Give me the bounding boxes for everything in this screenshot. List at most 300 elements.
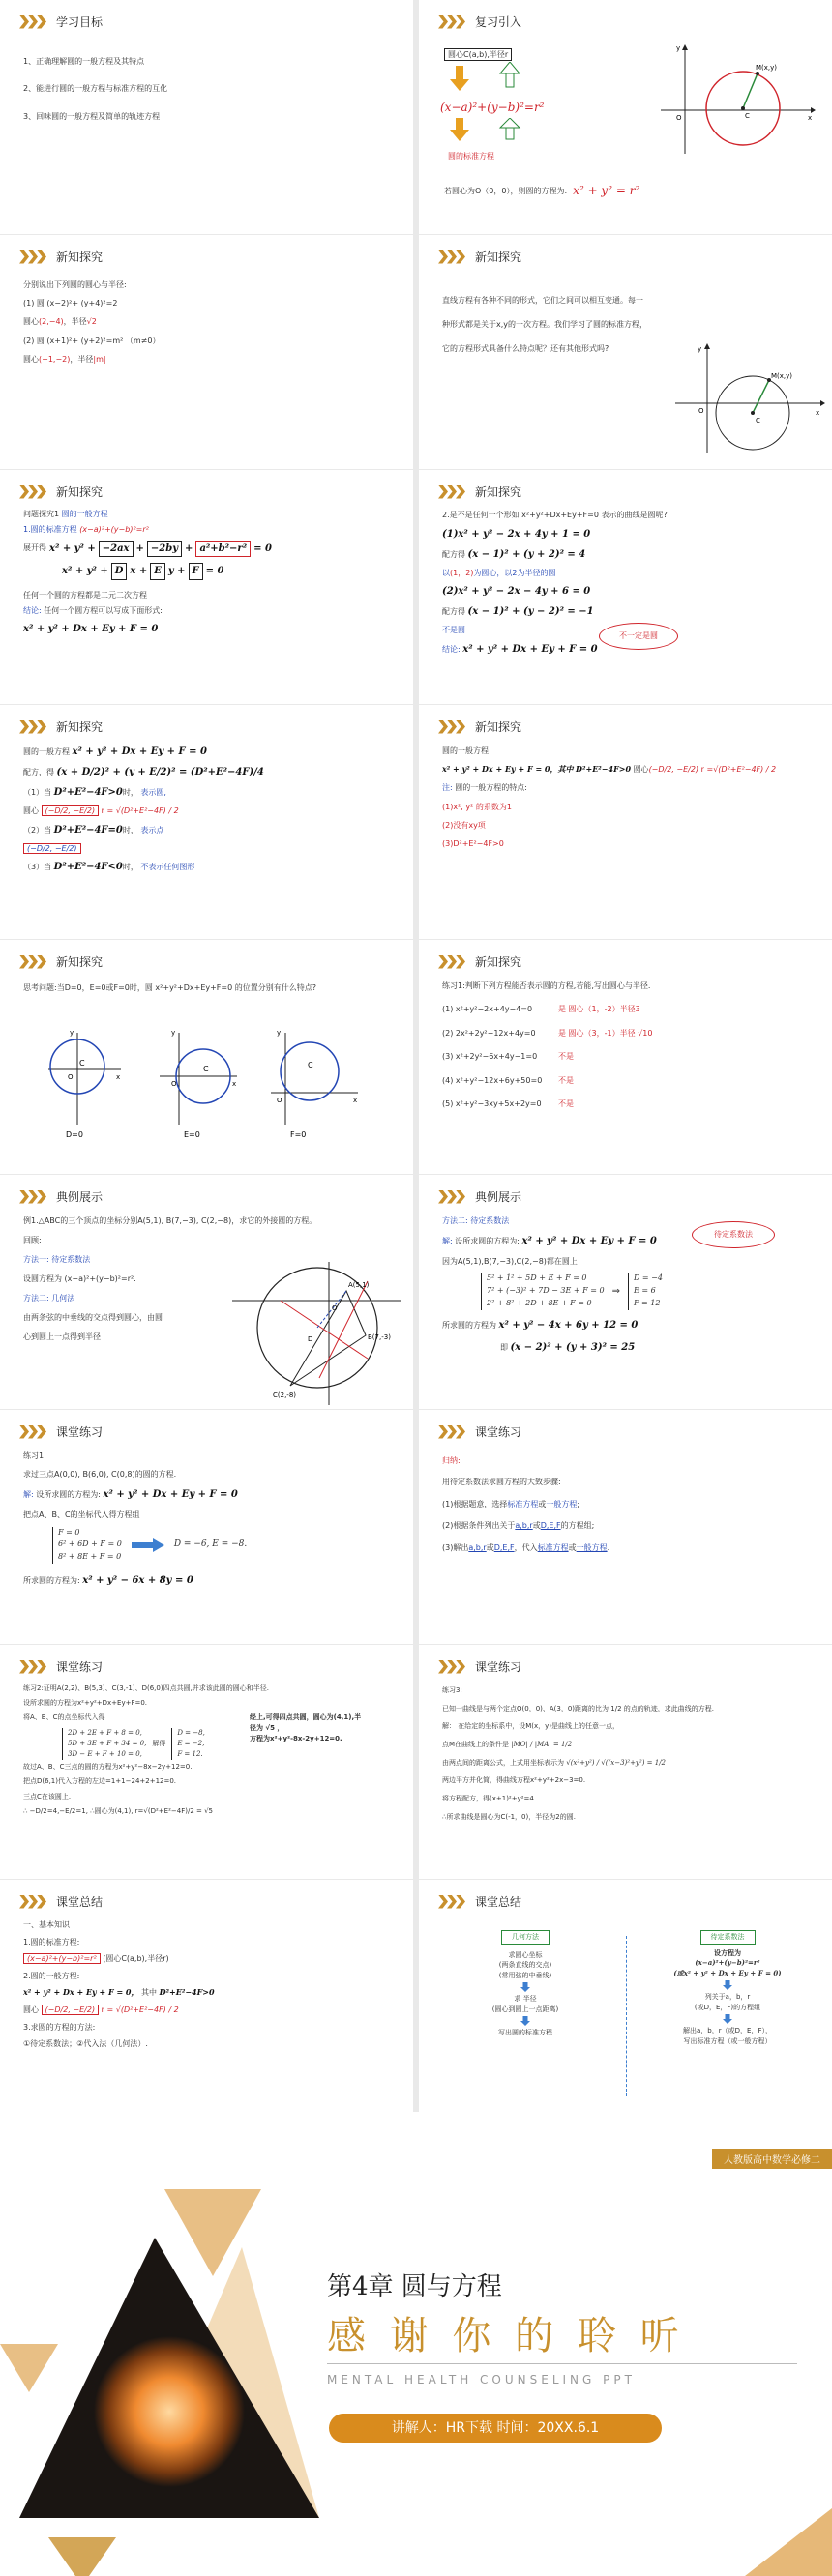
text: 结论: (23, 606, 42, 616)
condition-label: E=0 (184, 1130, 200, 1139)
text-line: 回顾: (23, 1236, 42, 1244)
standard-equation: (x−a)²+(y−b)²=r² (23, 1953, 101, 1964)
slide-title: 课堂练习 (475, 1425, 522, 1439)
exercise-equation: (1) x²+y²−2x+4y−4=0 (442, 1005, 533, 1014)
exercise-equation: (3) x²+2y²−6x+4y−1=0 (442, 1052, 538, 1062)
text: 或 (532, 1521, 541, 1531)
text: 任何一个圆方程可以写成下面形式: (41, 606, 163, 616)
text-line: ∴所求曲线是圆心为C(-1，0)，半径为2的圆. (442, 1812, 576, 1821)
answer: (2,−4) (39, 317, 64, 327)
text: 配方得 (442, 549, 465, 559)
text: 设所求圆的方程为: (33, 1490, 101, 1500)
step-text: 解出a，b，r（或D，E，F）， (683, 2027, 772, 2034)
feature-item: (1)x², y² 的系数为1 (442, 802, 512, 811)
point-d-label: D (308, 1335, 313, 1343)
answer: (1，2) (450, 568, 474, 577)
slide-learning-goals (0, 0, 413, 234)
step-text: (x−a)²+(y−b)²=r² (695, 1958, 760, 1967)
chevrons-icon (438, 1190, 465, 1204)
question: 2.是不是任何一个形如 x²+y²+Dx+Ey+F=0 表示的曲线是圆呢? (442, 511, 668, 519)
center-label: C (79, 1059, 85, 1068)
method-label: 方法二: (442, 1216, 468, 1225)
condition: D²+E²−4F>0 (159, 1987, 215, 1998)
chevrons-icon (438, 15, 465, 29)
slide-title: 新知探究 (475, 955, 522, 969)
side-line: 方程为x²+y²-8x-2y+12=0. (250, 1735, 342, 1743)
undetermined-coefficients-cloud: 待定系数法 (692, 1221, 775, 1248)
text-line: 把点D(6,1)代入方程的左边=1+1−24+2+12=0. (23, 1777, 177, 1786)
exercise-row (442, 1051, 818, 1063)
point-label: M(x,y) (756, 64, 778, 72)
text-line: 用待定系数法求圆方程的大致步骤: (442, 1478, 561, 1487)
system-line: 5D + 3E + F + 34 = 0, (68, 1739, 147, 1747)
down-arrow-icon (520, 1982, 530, 1992)
text-line: 练习3: (442, 1686, 462, 1694)
text-line: 3.求圆的方程的方法: (23, 2022, 96, 2032)
chevrons-icon (19, 955, 46, 969)
method-label: 方法一: (23, 1255, 49, 1264)
slide-special-positions (0, 940, 413, 1174)
side-line: 径为 √5 ， (250, 1724, 284, 1733)
condition: D²+E²−4F>0 (576, 764, 632, 775)
decorative-triangles (0, 2170, 329, 2576)
text: 的方程组; (560, 1521, 595, 1531)
text-line: 三点C在该圆上. (23, 1792, 72, 1800)
keyword: 一般方程 (576, 1542, 608, 1552)
answer: (−1,−2) (39, 354, 71, 364)
keyword: D,E,F (540, 1521, 561, 1531)
text-line: 因为A(5,1),B(7,−3),C(2,−8)都在圆上 (442, 1257, 578, 1267)
feature-item: (3)D²+E²−4F>0 (442, 838, 504, 848)
equation-term: a²+b²−r² (195, 541, 251, 558)
center: (−D/2, −E/2) (42, 2005, 100, 2015)
origin-equation: x² + y² = r² (573, 184, 640, 197)
text: r = (101, 2005, 114, 2014)
general-equation: x² + y² + Dx + Ey + F = 0 (23, 623, 159, 634)
text: 圆的一般方程的特点: (452, 783, 527, 793)
equation: x² + y² − 4x + 6y + 12 = 0 (498, 1319, 639, 1331)
chevrons-icon (438, 250, 465, 264)
text: 圆心 (633, 765, 649, 775)
step-text: (圆心到圆上一点距离) (491, 2005, 559, 2013)
text-line: 它的方程形式具备什么特点呢？还有其他形式吗? (442, 343, 609, 353)
step-text: 设方程为 (714, 1948, 741, 1957)
slide-title: 课堂练习 (56, 1425, 104, 1439)
text-line: 由两条弦的中垂线的交点得到圆心，由圆 (23, 1313, 163, 1322)
equation: x² + y² + Dx + Ey + F = 0 (103, 1489, 238, 1501)
chevrons-icon (19, 1190, 46, 1204)
question: 练习2:证明A(2,2)、B(5,3)、C(3,-1)、D(6,0)四点共圆,并求该此圆的圆心和半径. (23, 1684, 270, 1692)
keyword: a,b,r (515, 1521, 533, 1531)
text: （2）当 (23, 825, 54, 834)
text-line: 直线方程有各种不同的形式，它们之间可以相互变通。每一 (442, 296, 643, 305)
feature-item: (2)没有xy项 (442, 820, 486, 830)
slide-general-equation-derivation (0, 470, 413, 704)
text-line: 一、基本知识 (23, 1920, 70, 1929)
graph-e-zero (160, 1029, 237, 1139)
center: (−D/2, −E/2) (648, 765, 699, 775)
exercise-equation: (5) x²+y²−3xy+5x+2y=0 (442, 1098, 542, 1108)
point: (−D/2, −E/2) (23, 843, 81, 854)
point-a-label: A(5,1) (348, 1281, 370, 1289)
text: （1）当 (23, 788, 54, 797)
axis-y-label: y (676, 44, 681, 52)
text: 所求圆的方程为: (23, 1575, 80, 1585)
slide-title: 学习目标 (56, 15, 104, 29)
text: ，半径 (63, 317, 87, 327)
question: 练习1:判断下列方程能否表示圆的方程,若能,写出圆心与半径. (442, 981, 651, 990)
equation: (x − 2)² + (y + 3)² = 25 (510, 1341, 636, 1353)
slide-explore-1 (0, 235, 413, 469)
text-line: 故过A、B、C三点的圆的方程为x²+y²−8x−2y+12=0. (23, 1763, 193, 1771)
chevrons-icon (19, 485, 46, 499)
conversion-arrows (444, 62, 531, 101)
text-line: 心到圆上一点得到半径 (23, 1332, 101, 1341)
system-line: 2² + 8² + 2D + 8E + F = 0 (487, 1298, 592, 1307)
equation-part: = 0 (205, 566, 224, 577)
three-circle-graphs (48, 1023, 368, 1139)
point-b-label: B(7,-3) (368, 1333, 391, 1341)
system-line: F = 0 (58, 1527, 80, 1537)
slide-exercise-1 (419, 940, 832, 1174)
text: 1.圆的标准方程 (23, 525, 80, 535)
exercise-answer: 是 圆心（1，-2）半径3 (558, 1005, 640, 1014)
text-line: ①待定系数法；②代入法（几何法）. (23, 2039, 148, 2049)
condition: D²+E²−4F<0 (53, 862, 123, 873)
slide-practice-3 (419, 1645, 832, 1879)
course-tag: 人教版高中数学必修二 (712, 2149, 832, 2169)
exercise-answer: 不是 (558, 1052, 574, 1062)
slide-explore-2 (419, 235, 832, 469)
chevrons-icon (19, 250, 46, 264)
step-text: 求 半径 (514, 1995, 537, 2003)
step-text: 写出圆的标准方程 (498, 2029, 552, 2036)
text-line: 解： 在给定的坐标系中，设M(x，y)是曲线上的任意一点， (442, 1722, 620, 1731)
equation-part: y + (167, 566, 186, 577)
exercise-answer: 不是 (558, 1098, 574, 1108)
slide-header (19, 14, 103, 30)
slide-title: 课堂总结 (56, 1895, 104, 1909)
slide-title: 课堂总结 (475, 1895, 522, 1909)
axis-x-label: x (808, 114, 813, 122)
text: 其中 (141, 1988, 158, 1998)
text-line: 将A、B、C的点坐标代入得 (23, 1713, 105, 1722)
equation-system (52, 1527, 400, 1564)
text-line: 1.圆的标准方程: (23, 1937, 80, 1947)
equation-system (481, 1273, 818, 1309)
down-arrow-icon (723, 2014, 732, 2024)
equation: |MO| / |MA| = 1/2 (511, 1741, 573, 1749)
method-header: 待定系数法 (700, 1930, 756, 1945)
goal-item: 1、正确理解圆的一般方程及其特点 (23, 57, 145, 66)
text: （3）当 (23, 863, 54, 872)
exercise-row (442, 1098, 818, 1110)
text-line: 圆的一般方程 (442, 746, 489, 755)
slide-title: 新知探究 (475, 720, 522, 734)
center-radius-box: 圆心C(a,b),半径r (444, 48, 512, 61)
axis-y-label: y (70, 1029, 74, 1037)
text: ，半径 (70, 354, 94, 364)
axis-y-label: y (171, 1029, 176, 1037)
step-text: 列关于a，b，r (704, 1993, 751, 2001)
text: 所求圆的方程为 (442, 1320, 496, 1330)
text: 或 (538, 1499, 547, 1508)
glowing-sphere-image (94, 2336, 245, 2487)
result-line: E = 6 (633, 1286, 656, 1296)
answer: 表示圆, (140, 788, 166, 797)
chevrons-icon (19, 15, 46, 29)
answer: 不是圆 (442, 626, 465, 635)
text-line: 种形式都是关于x,y的一次方程。我们学习了圆的标准方程， (442, 319, 648, 329)
result-line: D = −8, (177, 1728, 205, 1737)
method-name: 待定系数法 (467, 1216, 510, 1225)
equation: x² + y² − 6x + 8y = 0 (82, 1574, 193, 1586)
origin-label: O (171, 1080, 177, 1088)
equation-part: x² + y² + (49, 542, 96, 554)
method-name: 几何法 (48, 1294, 75, 1303)
chevrons-icon (19, 720, 46, 734)
equation-term: −2ax (99, 541, 134, 558)
text: 圆心 (23, 2005, 39, 2014)
text-line: 设所求圆的方程为x²+y²+Dx+Ey+F=0. (23, 1699, 148, 1708)
origin-label: O (68, 1073, 74, 1081)
method-header: 几何方法 (501, 1930, 550, 1945)
equation-term: E (150, 563, 165, 580)
center-label: C (203, 1065, 209, 1073)
conversion-arrows-2 (444, 118, 531, 151)
slide-general-equation-features (419, 705, 832, 939)
slide-title: 课堂练习 (56, 1660, 104, 1674)
equation: x² + y² + Dx + Ey + F = 0，其中 (442, 764, 574, 775)
center-label: C (745, 112, 750, 120)
result-line: E = −2, (177, 1739, 205, 1747)
text: 或 (568, 1542, 577, 1552)
equation: (x − 1)² + (y − 2)² = −1 (467, 606, 594, 618)
slide-example-solution (419, 1175, 832, 1409)
question: 例1.△ABC的三个顶点的坐标分别A(5,1), B(7,−3), C(2,−8)，求它的外接圆的方程。 (23, 1216, 317, 1225)
keyword: 标准方程 (507, 1499, 539, 1508)
equation: (x−a)²+(y−b)²=r² (79, 525, 149, 535)
text-line: 分别说出下列圆的圆心与半径: (23, 280, 127, 289)
system-line: 2D + 2E + F + 8 = 0, (68, 1728, 142, 1737)
text-line: ∴ −D/2=4,−E/2=1, ∴圆心为(4,1), r=√(D²+E²−4F)/2 = √5 (23, 1806, 213, 1815)
origin-text: 若圆心为O（0，0），则圆的方程为: (444, 186, 568, 195)
text: 解得 (152, 1739, 166, 1747)
question: 求过三点A(0,0), B(6,0), C(0,8)的圆的方程. (23, 1470, 177, 1479)
system-line: 7² + (−3)² + 7D − 3E + F = 0 (487, 1286, 605, 1296)
axis-y-label: y (277, 1029, 282, 1037)
radius: √(D²+E²−4F) / 2 (115, 806, 179, 815)
equation: x² + y² + Dx + Ey + F = 0 (521, 1236, 657, 1247)
text: r = (700, 765, 714, 775)
chevrons-icon (438, 1895, 465, 1909)
step-text: (常用弦的中垂线) (498, 1971, 552, 1979)
topic: 圆的一般方程 (61, 510, 108, 518)
origin-label: O (332, 1304, 338, 1312)
equation: (2)x² + y² − 2x − 4y + 6 = 0 (442, 586, 591, 598)
circle-graph (670, 341, 825, 457)
slide-title: 新知探究 (475, 485, 522, 499)
condition: D²+E²−4F>0 (53, 787, 123, 798)
not-necessarily-circle-cloud: 不一定是圆 (599, 623, 678, 650)
slide-summary-methods (419, 1880, 832, 2114)
text: 由两点间的距离公式，上式用坐标表示为 (442, 1758, 564, 1767)
slide-title: 新知探究 (56, 250, 104, 264)
slide-title: 复习引入 (475, 15, 522, 29)
slide-review (419, 0, 832, 234)
equation: √(x²+y²) / √((x−3)²+y²) = 1/2 (566, 1758, 667, 1767)
geometric-method-column (438, 1930, 612, 2038)
answer: 不表示任何图形 (140, 863, 195, 872)
equation-part: + (185, 542, 193, 554)
text: 或 (486, 1542, 494, 1552)
radius: √(D²+E²−4F) / 2 (115, 2005, 179, 2014)
chevrons-icon (438, 1425, 465, 1439)
origin-label: O (676, 114, 682, 122)
slide-summary-knowledge (0, 1880, 413, 2114)
chevrons-icon (19, 1895, 46, 1909)
text: (圆心C(a,b),半径r) (100, 1954, 169, 1964)
text: 圆的一般方程 (23, 747, 73, 756)
exercise-equation: (2) 2x²+2y²−12x+4y=0 (442, 1028, 536, 1038)
keyword: a,b,r (468, 1542, 487, 1552)
text: (3)解出 (442, 1542, 469, 1552)
exercise-row (442, 1004, 818, 1015)
graph-f-zero (271, 1029, 358, 1139)
slide-title: 课堂练习 (475, 1660, 522, 1674)
slide-title: 典例展示 (56, 1190, 104, 1204)
chevrons-icon (438, 1660, 465, 1674)
method-name: 待定系数法 (48, 1255, 91, 1264)
text-line: (1) 圆 (x−2)²+ (y+4)²=2 (23, 299, 118, 308)
slide-example-1 (0, 1175, 413, 1409)
text: 配方，得 (23, 768, 54, 776)
axis-x-label: x (353, 1097, 358, 1104)
keyword: 一般方程 (546, 1499, 578, 1508)
slide-is-it-circle (419, 470, 832, 704)
text: (1)根据题意，选择 (442, 1499, 508, 1508)
corner-triangle (745, 2508, 832, 2576)
equation: (x − 1)² + (y + 2)² = 4 (467, 548, 586, 560)
text: 时， (122, 863, 138, 872)
system-line: 3D − E + F + 10 = 0, (68, 1749, 142, 1758)
text-line: 设圆方程为 (x−a)²+(y−b)²=r². (23, 1274, 136, 1283)
axis-y-label: y (698, 345, 702, 353)
text-line: 任何一个圆的方程都是二元二次方程 (23, 590, 147, 600)
slide-thank-you (0, 2112, 832, 2576)
question: 已知一曲线是与两个定点O(0，0)、A(3，0)距离的比为 1/2 的点的轨迹，求此曲线的方程. (442, 1704, 714, 1712)
slide-practice-1 (0, 1410, 413, 1644)
equation: x² + y² + Dx + Ey + F = 0 (72, 746, 207, 757)
center: (−D/2, −E/2) (42, 805, 100, 816)
divider-line (327, 2363, 797, 2364)
result-line: F = 12. (177, 1749, 203, 1758)
slide-title: 典例展示 (475, 1190, 522, 1204)
text-line: 把点A、B、C的坐标代入得方程组 (23, 1510, 140, 1520)
equation-term: −2by (147, 541, 182, 558)
equation-term: F (189, 563, 203, 580)
system-line: 5² + 1² + 5D + E + F = 0 (487, 1273, 587, 1283)
thanks-text: 感 谢 你 的 聆 听 (327, 2314, 685, 2358)
text: 点M在曲线上的条件是 (442, 1741, 510, 1749)
arrow-right-icon (132, 1538, 164, 1552)
goal-item: 3、回味圆的一般方程及简单的轨迹方程 (23, 111, 161, 121)
text: 即 (500, 1342, 508, 1352)
text: 圆心 (23, 354, 39, 364)
text: 解: (23, 1490, 34, 1500)
answer: √2 (86, 317, 97, 327)
text: 解: (442, 1237, 453, 1246)
down-arrow-icon (723, 1980, 732, 1990)
undetermined-method-column (636, 1930, 819, 2046)
exercise-row (442, 1075, 818, 1087)
text-line: 将方程配方，得(x+1)²+y²=4. (442, 1795, 537, 1803)
text: 圆心 (23, 806, 39, 815)
step-text: (或D，E，F)的方程组 (694, 2003, 761, 2011)
answer: 表示点 (140, 825, 164, 834)
implies-arrow: ⇒ (611, 1286, 620, 1298)
text-line: 练习1: (23, 1451, 46, 1460)
text: r = (101, 806, 114, 815)
step-text: (或x² + y² + Dx + Ey + F = 0) (673, 1968, 782, 1977)
condition: D²+E²−4F=0 (53, 824, 123, 835)
equation-term: D (111, 563, 128, 580)
side-line: 经上,可得四点共圆，圆心为(4,1),半 (250, 1713, 362, 1721)
goal-item: 2、能进行圆的一般方程与标准方程的互化 (23, 84, 168, 94)
text: ，代入 (514, 1542, 538, 1552)
chevrons-icon (19, 1660, 46, 1674)
equation: x² + y² + Dx + Ey + F = 0， (23, 1987, 139, 1998)
side-note (250, 1712, 361, 1745)
point-label: M(x,y) (771, 372, 793, 380)
condition-label: F=0 (290, 1130, 307, 1139)
standard-equation: (x−a)²+(y−b)²=r² (440, 101, 545, 114)
chapter-title: 第4章 圆与方程 (327, 2272, 502, 2301)
slide-title: 新知探究 (56, 720, 104, 734)
chevrons-icon (438, 720, 465, 734)
radius: √(D²+E²−4F) / 2 (713, 765, 777, 775)
triangle-circle-diagram (223, 1262, 406, 1407)
text: ; (577, 1499, 580, 1508)
condition-label: D=0 (66, 1130, 83, 1139)
equation-part: = 0 (253, 542, 272, 554)
text: 以 (442, 568, 450, 577)
text: 结论: (442, 644, 461, 654)
axis-x-label: x (116, 1073, 121, 1081)
text: 问题探究1 (23, 510, 62, 518)
text: 时， (122, 825, 138, 834)
equation: x² + y² + Dx + Ey + F = 0 (462, 643, 598, 655)
text: (2)根据条件列出关于 (442, 1521, 516, 1531)
step-text: (两条直线的交点) (498, 1961, 552, 1969)
answer: |m| (93, 354, 106, 364)
subtitle-en: MENTAL HEALTH COUNSELING PPT (327, 2373, 636, 2386)
speaker-badge: 讲解人：HR下载 时间：20XX.6.1 (329, 2414, 662, 2443)
center-label: C (756, 417, 760, 424)
equation-part: + (135, 542, 144, 554)
chevrons-icon (19, 1425, 46, 1439)
text: 时， (122, 788, 138, 797)
equation: (1)x² + y² − 2x + 4y + 1 = 0 (442, 528, 591, 540)
system-line: 6² + 6D + F = 0 (58, 1539, 122, 1549)
keyword: D,E,F (493, 1542, 515, 1552)
text-line: 2.圆的一般方程: (23, 1971, 80, 1980)
text: 设所求圆的方程为: (452, 1237, 520, 1246)
text: 圆心 (23, 317, 39, 327)
origin-label: O (698, 407, 704, 415)
system-line: 8² + 8E + F = 0 (58, 1552, 122, 1562)
standard-equation-label: 圆的标准方程 (448, 152, 494, 161)
